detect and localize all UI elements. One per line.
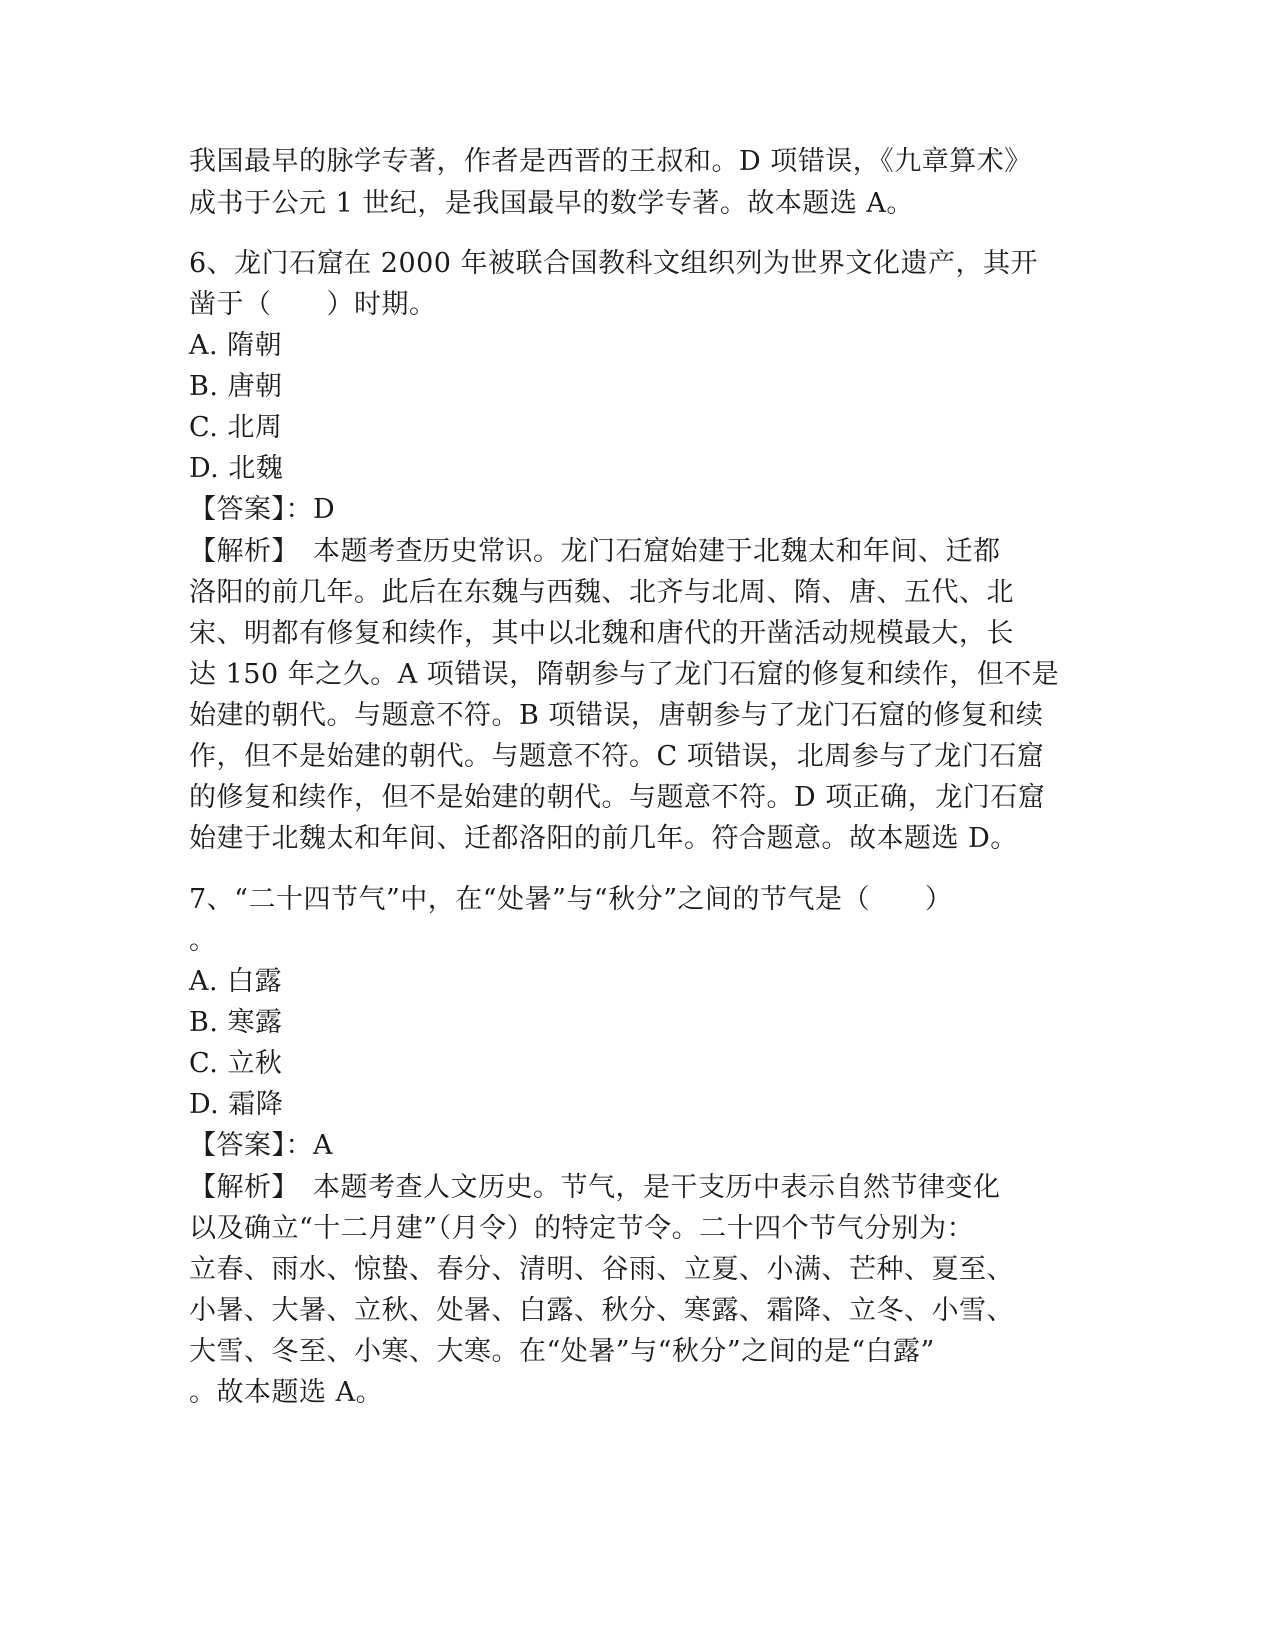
prev-explanation-line: 成书于公元 1 世纪，是我国最早的数学专著。故本题选 A。 bbox=[189, 188, 914, 219]
question-6-option-a: A. 隋朝 bbox=[189, 330, 283, 361]
question-7-answer: 【答案】：A bbox=[189, 1130, 333, 1161]
question-6-explanation-line: 洛阳的前几年。此后在东魏与西魏、北齐与北周、隋、唐、五代、北 bbox=[189, 577, 1014, 608]
question-6-explanation-line: 【解析】 本题考查历史常识。龙门石窟始建于北魏太和年间、迁都 bbox=[189, 536, 1001, 567]
question-7-option-d: D. 霜降 bbox=[189, 1089, 284, 1120]
question-6-answer: 【答案】：D bbox=[189, 494, 336, 525]
question-7-stem: 7、“二十四节气”中，在“处暑”与“秋分”之间的节气是（ ） bbox=[189, 884, 953, 915]
question-6-explanation-line: 作，但不是始建的朝代。与题意不符。C 项错误，北周参与了龙门石窟 bbox=[189, 741, 1045, 772]
document-page bbox=[189, 0, 1089, 1650]
question-7-option-b: B. 寒露 bbox=[189, 1007, 283, 1038]
question-7-explanation-line: 立春、雨水、惊蛰、春分、清明、谷雨、立夏、小满、芒种、夏至、 bbox=[189, 1254, 1014, 1285]
question-6-option-d: D. 北魏 bbox=[189, 453, 284, 484]
question-7-option-c: C. 立秋 bbox=[189, 1048, 283, 1079]
question-7-explanation-line: 小暑、大暑、立秋、处暑、白露、秋分、寒露、霜降、立冬、小雪、 bbox=[189, 1295, 1014, 1326]
question-6-option-b: B. 唐朝 bbox=[189, 371, 283, 402]
question-7-explanation-line: 。故本题选 A。 bbox=[189, 1377, 384, 1408]
question-6-stem: 6、龙门石窟在 2000 年被联合国教科文组织列为世界文化遗产，其开 bbox=[189, 248, 1039, 279]
question-7-stem: 。 bbox=[189, 925, 217, 956]
question-7-explanation-line: 大雪、冬至、小寒、大寒。在“处暑”与“秋分”之间的是“白露” bbox=[189, 1336, 935, 1367]
prev-explanation-line: 我国最早的脉学专著，作者是西晋的王叔和。D 项错误，《九章算术》 bbox=[189, 146, 1032, 177]
question-7-explanation-line: 【解析】 本题考查人文历史。节气，是干支历中表示自然节律变化 bbox=[189, 1172, 1001, 1203]
question-6-explanation-line: 的修复和续作，但不是始建的朝代。与题意不符。D 项正确，龙门石窟 bbox=[189, 782, 1046, 813]
question-7-option-a: A. 白露 bbox=[189, 966, 283, 997]
question-6-explanation-line: 始建的朝代。与题意不符。B 项错误，唐朝参与了龙门石窟的修复和续 bbox=[189, 700, 1044, 731]
question-6-stem: 凿于（ ）时期。 bbox=[189, 289, 437, 320]
question-6-explanation-line: 达 150 年之久。A 项错误，隋朝参与了龙门石窟的修复和续作，但不是 bbox=[189, 659, 1060, 690]
question-7-explanation-line: 以及确立“十二月建”（月令）的特定节令。二十四个节气分别为： bbox=[189, 1213, 975, 1244]
question-6-explanation-line: 宋、明都有修复和续作，其中以北魏和唐代的开凿活动规模最大，长 bbox=[189, 618, 1014, 649]
question-6-explanation-line: 始建于北魏太和年间、迁都洛阳的前几年。符合题意。故本题选 D。 bbox=[189, 823, 1018, 854]
question-6-option-c: C. 北周 bbox=[189, 412, 283, 443]
